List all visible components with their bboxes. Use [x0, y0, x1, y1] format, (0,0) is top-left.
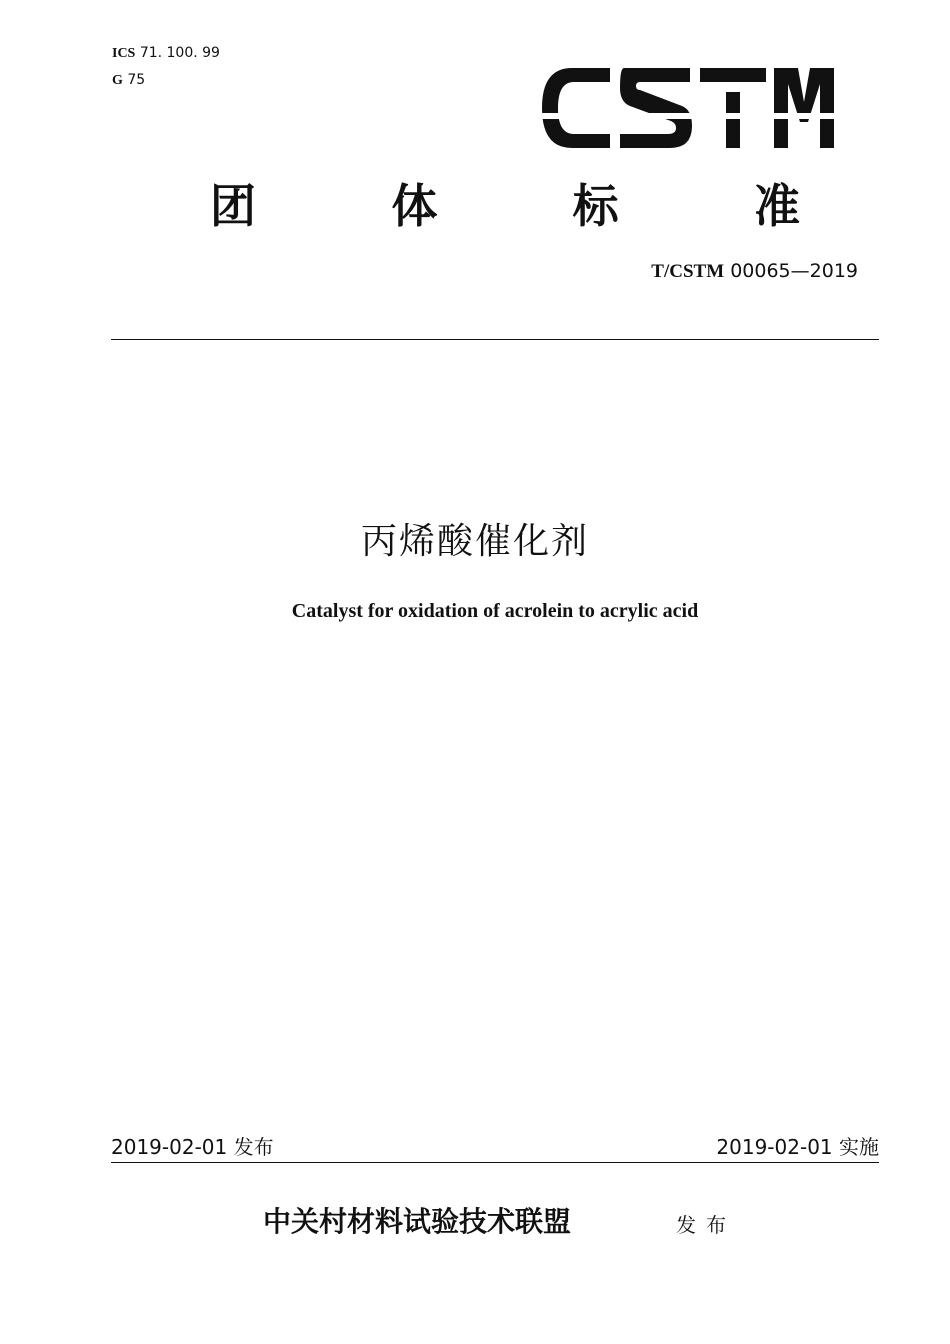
ccs-label: G [112, 73, 123, 88]
publisher-name: 中关村材料试验技术联盟 [263, 1205, 572, 1238]
ics-code [112, 44, 220, 63]
issue-date: 2019-02-01 发布 [111, 1135, 274, 1159]
standard-code-number: 00065—2019 [730, 260, 858, 282]
standard-type-char: 准 [753, 179, 800, 233]
ccs-code [112, 71, 145, 90]
implementation-date: 2019-02-01 实施 [716, 1135, 879, 1159]
standard-type-char: 体 [391, 179, 438, 233]
standard-code-prefix: T/CSTM [651, 261, 725, 282]
standard-code [651, 259, 858, 284]
top-divider [111, 339, 879, 340]
standard-type-char: 标 [572, 179, 619, 233]
ics-label: ICS [112, 46, 136, 61]
publish-label: 发布 [676, 1213, 736, 1237]
standard-type-heading [205, 178, 805, 234]
title-english: Catalyst for oxidation of acrolein to acrylic acid [291, 600, 699, 622]
ccs-number: 75 [127, 72, 146, 88]
ics-number: 71. 100. 99 [139, 45, 220, 61]
bottom-divider [111, 1162, 879, 1163]
cstm-logo [540, 66, 836, 150]
title-chinese: 丙烯酸催化剂 [360, 521, 589, 562]
standard-type-char: 团 [210, 179, 256, 233]
